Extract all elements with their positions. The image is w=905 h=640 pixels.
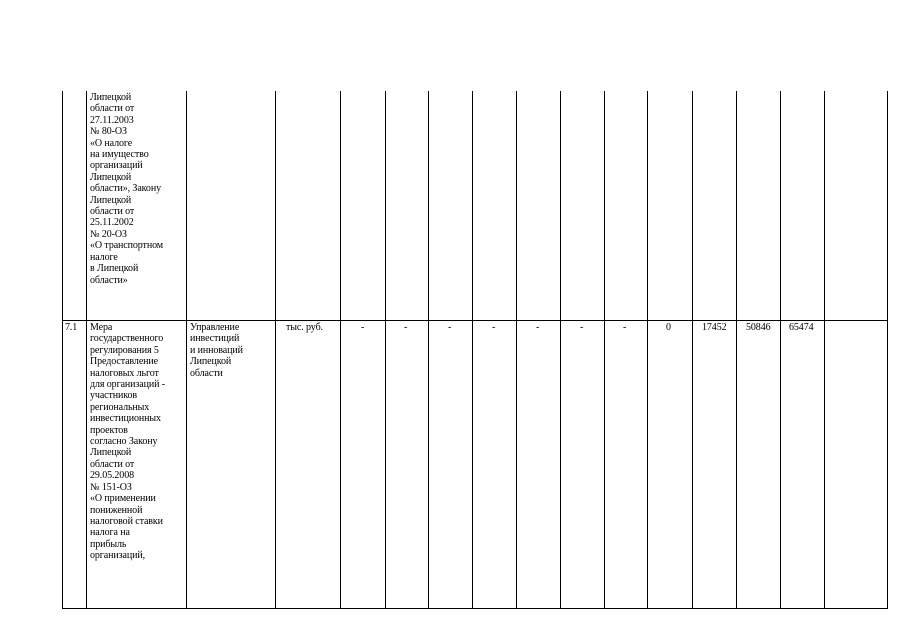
- value-cell: -: [580, 322, 584, 333]
- column-divider: [647, 91, 648, 609]
- column-divider: [275, 91, 276, 609]
- row-divider: [62, 320, 888, 321]
- column-divider: [186, 91, 187, 609]
- column-divider: [86, 91, 87, 609]
- continuation-text: Липецкой области от 27.11.2003 № 80-ОЗ «О налоге на имущество организаций Липецкой области», Закону Липецкой области от 25.11.2002 № 20-ОЗ «О транспортном налоге в Липецкой области»: [90, 92, 164, 286]
- value-cell: 65474: [789, 322, 814, 333]
- unit-of-measure: тыс. руб.: [286, 322, 323, 333]
- column-divider: [340, 91, 341, 609]
- value-cell: -: [404, 322, 408, 333]
- value-cell: 17452: [702, 322, 727, 333]
- value-cell: -: [361, 322, 365, 333]
- column-divider: [385, 91, 386, 609]
- column-divider: [516, 91, 517, 609]
- column-divider: [736, 91, 737, 609]
- value-cell: -: [623, 322, 627, 333]
- column-divider: [824, 91, 825, 609]
- column-divider: [428, 91, 429, 609]
- responsible-executor: Управление инвестиций и инноваций Липецкой области: [190, 322, 243, 379]
- column-divider: [604, 91, 605, 609]
- table-border-bottom: [62, 608, 888, 609]
- value-cell: -: [492, 322, 496, 333]
- measure-description: Мера государственного регулирования 5 Предоставление налоговых льгот для организаций - участников региональных инвестиционных проектов согласно Закону Липецкой области от 29.05.2008 № 151-ОЗ «О применении пониженной налоговой ставки налога на прибыль организаций,: [90, 322, 165, 562]
- value-cell: 0: [666, 322, 671, 333]
- value-cell: -: [536, 322, 540, 333]
- column-divider: [780, 91, 781, 609]
- column-divider: [472, 91, 473, 609]
- table-border-right: [887, 91, 888, 609]
- row-number: 7.1: [65, 322, 78, 333]
- column-divider: [560, 91, 561, 609]
- column-divider: [692, 91, 693, 609]
- table-border-left: [62, 91, 63, 609]
- value-cell: -: [448, 322, 452, 333]
- value-cell: 50846: [746, 322, 771, 333]
